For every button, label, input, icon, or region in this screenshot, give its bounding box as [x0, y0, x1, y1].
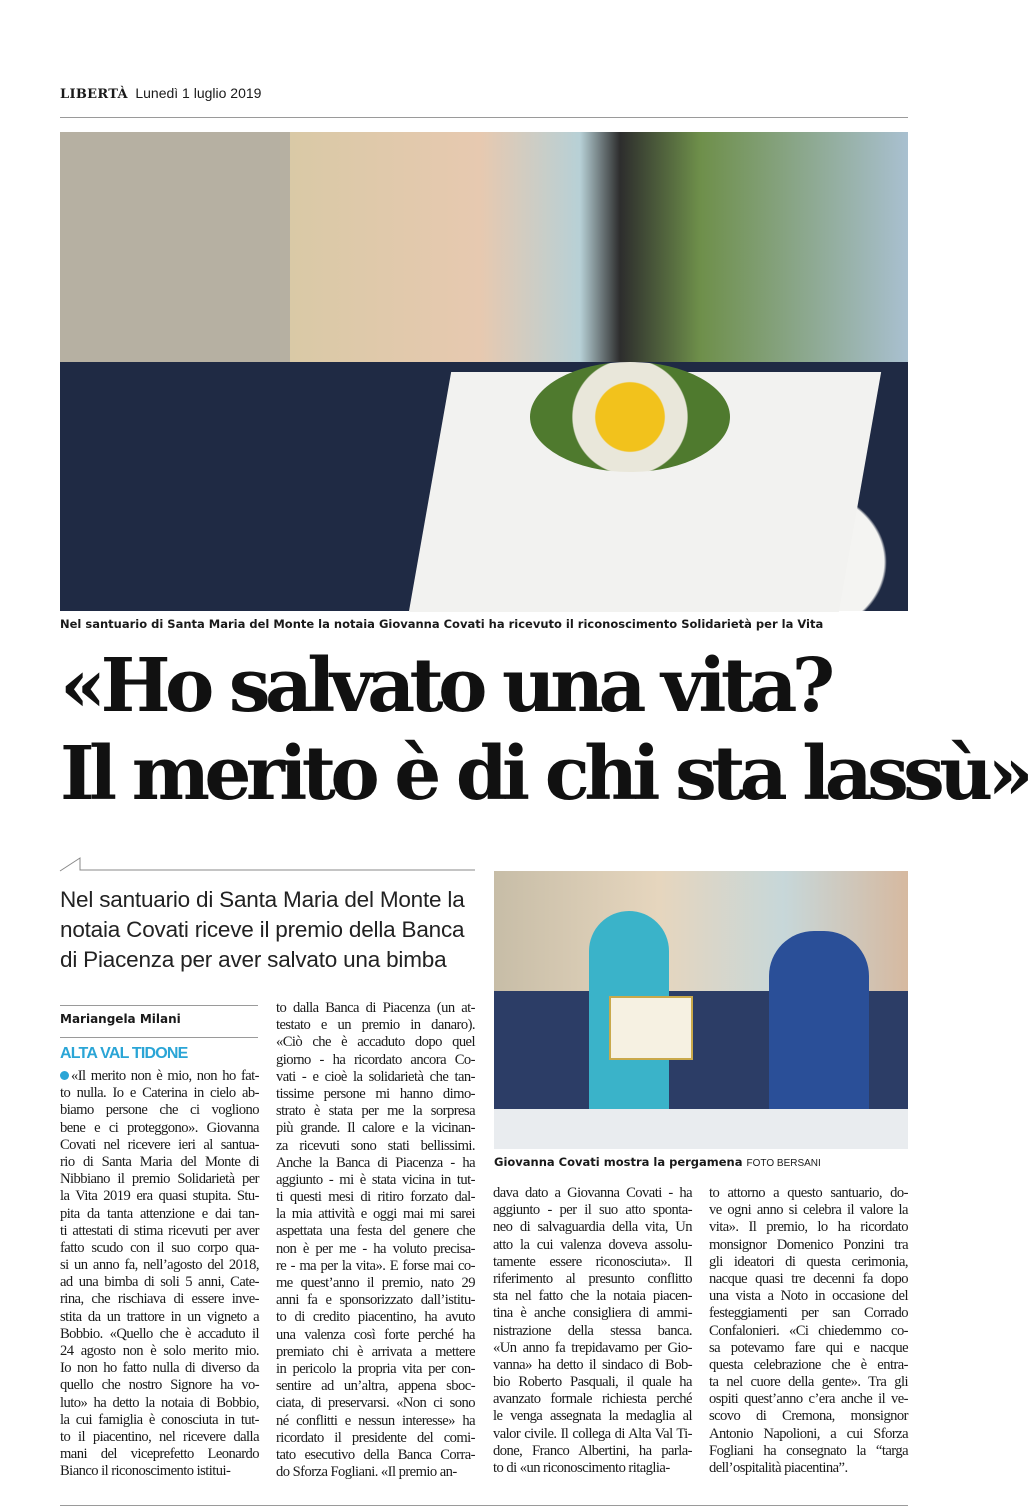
article-text-line: scovo di Cremona, monsignor [709, 1408, 908, 1425]
article-text-line: nistrazione della stessa banca. [493, 1322, 692, 1339]
article-text-line: ad una bimba di soli 5 anni, Cate- [60, 1274, 259, 1291]
article-text-line: tamente essere riconosciuta». Il [493, 1253, 692, 1270]
article-text-line: riferimento al presunto conflitto [493, 1270, 692, 1287]
article-text-line: festeggiamenti per san Corrado [709, 1305, 908, 1322]
article-text-line: si un anno fa, nell’agosto del 2018, [60, 1257, 259, 1274]
article-text-line: za ricevuti sono stati bellissimi. [276, 1137, 475, 1154]
article-text-line: ciata, di preservarsi. «Non ci sono [276, 1395, 475, 1412]
table-cloth [494, 1109, 908, 1149]
article-text-line: nacque quasi tre decenni fa dopo [709, 1270, 908, 1287]
article-text-line: in pericolo la propria vita per con- [276, 1360, 475, 1377]
article-text-line: quello che nostro Signore ha vo- [60, 1377, 259, 1394]
section-divider [60, 856, 480, 872]
byline: Mariangela Milani [60, 1012, 181, 1026]
article-text-line: bene e ci proteggono». Giovanna [60, 1119, 259, 1136]
flower-arrangement [530, 362, 730, 472]
article-text-line: ricordato il presidente del comi- [276, 1429, 475, 1446]
article-text-line: dava dato a Giovanna Covati - ha [493, 1185, 692, 1201]
article-text-line: rina, che rischiava di essere inve- [60, 1291, 259, 1308]
article-text-line: giorno - ha ricordato ancora Co- [276, 1051, 475, 1068]
article-text-line: ti questi mesi di ritiro forzato dal- [276, 1189, 475, 1206]
article-text-line: re - ma per la vita». E forse mai co- [276, 1257, 475, 1274]
article-text-line: neo di salvaguardia della vita, Un [493, 1219, 692, 1236]
bullet-dot-icon [60, 1071, 69, 1080]
article-text-line: me quest’anno il premio, nato 29 [276, 1275, 475, 1291]
article-text-line: «Il merito non è mio, non ho fat- [60, 1068, 259, 1085]
article-text-line: pita da tanta attenzione e dai tan- [60, 1205, 259, 1222]
article-column-3 [493, 1185, 692, 1477]
article-text-line: Io non ho fatto nulla di diverso da [60, 1360, 259, 1377]
article-text-line: non è per me - ha voluto precisa- [276, 1240, 475, 1257]
article-text-line: to nulla. Io e Caterina in cielo ab- [60, 1085, 259, 1102]
article-text-line: to attorno a questo santuario, do- [709, 1185, 908, 1201]
article-text-line: né conflitti e nessun interesse» ha [276, 1412, 475, 1429]
article-text-line: dell’ospitalità piacentina”. [709, 1460, 848, 1476]
article-text-line: 24 agosto non è solo merito mio. [60, 1343, 259, 1359]
article-text-line: fatto scudo con il suo corpo qua- [60, 1239, 259, 1256]
article-text-line: testato e un premio in danaro). [276, 1017, 475, 1034]
issue-date: Lunedì 1 luglio 2019 [135, 85, 262, 101]
page-header [60, 85, 261, 103]
article-text-line: Bobbio. «Quello che è accaduto il [60, 1325, 259, 1342]
article-text-line: tato esecutivo della Banca Corra- [276, 1446, 475, 1463]
article-text-line: «Un anno fa trepidavamo per Gio- [493, 1339, 692, 1356]
article-text-line: vita». Il premio, lo ha ricordato [709, 1219, 908, 1236]
headline-line-2: Il merito è di chi sta lassù» [60, 731, 1028, 817]
article-text-line: aggiunto - per il suo atto sponta- [493, 1202, 692, 1219]
article-text-line: stita da un trattore in un vigneto a [60, 1308, 259, 1325]
parchment-certificate [609, 996, 693, 1060]
person-man [769, 931, 869, 1111]
caption-text: Giovanna Covati mostra la pergamena [494, 1155, 743, 1169]
article-text-line: gli ideatori di questa cerimonia, [709, 1253, 908, 1270]
article-column-2 [276, 1000, 475, 1481]
article-text-line: Fogliani ha consegnato la “targa [709, 1442, 908, 1459]
article-text-line: sta nel fatto che la notaia piacen- [493, 1288, 692, 1305]
headline [60, 642, 1028, 818]
article-text-line: una valenza così forte perché ha [276, 1326, 475, 1343]
article-text-line: la cui famiglia è conosciuta in tut- [60, 1411, 259, 1428]
article-text-line: Anche la Banca di Piacenza - ha [276, 1154, 475, 1171]
second-photo [494, 871, 908, 1149]
kicker: ALTA VAL TIDONE [60, 1045, 188, 1062]
article-text-line: ve ogni anno si celebra il valore la [709, 1202, 908, 1219]
article-text-line: mani del viceprefetto Leonardo [60, 1446, 259, 1463]
article-text-line: do Sforza Fogliani. «Il premio an- [276, 1464, 457, 1481]
article-text-line: la mia attività e oggi mai mi sarei [276, 1206, 475, 1223]
article-text-line: to di «un riconoscimento ritaglia- [493, 1460, 670, 1476]
article-text-line: bio Roberto Pasquali, il quale ha [493, 1374, 692, 1391]
article-text-line: Covati nel ricevere ieri al santua- [60, 1136, 259, 1153]
main-photo [60, 132, 908, 611]
article-text-line: to di credito piacentino, ha avuto [276, 1309, 475, 1326]
article-text-line: ospiti quest’anno c’era anche il ve- [709, 1391, 908, 1408]
article-text-line: anni fa e sponsorizzato dall’istitu- [276, 1292, 475, 1309]
article-text-line: vati - e cioè la solidarietà che tan- [276, 1068, 475, 1085]
article-text-line: una vista a Noto in occasione del [709, 1288, 908, 1305]
article-text-line: sentire ad un’altra, appena sboc- [276, 1378, 475, 1395]
main-photo-caption: Nel santuario di Santa Maria del Monte la notaia Giovanna Covati ha ricevuto il riconoscimento Solidarietà per la Vita [60, 617, 824, 631]
article-text-line: Bianco il riconoscimento istitui- [60, 1463, 231, 1480]
article-text-line: le venga assegnata la medaglia al [493, 1408, 692, 1425]
article-column-1 [60, 1068, 259, 1481]
article-text-line: Confalonieri. «Ci chiedemmo co- [709, 1322, 908, 1339]
article-text-line: tissime persone mi hanno dimo- [276, 1085, 475, 1102]
article-text-line: done, Franco Albertini, ha parla- [493, 1442, 692, 1459]
article-text-line: valor civile. Il collega di Alta Val Ti- [493, 1425, 692, 1442]
article-text-line: Antonio Napolioni, a cui Sforza [709, 1425, 908, 1442]
article-text-line: luto» ha detto la notaia di Bobbio, [60, 1394, 259, 1411]
byline-rule-bottom [60, 1037, 258, 1038]
header-rule [60, 117, 908, 118]
article-text-line: ta nel cuore della gente». Tra gli [709, 1374, 908, 1391]
article-text-line: to il piacentino, nel ricevere dalla [60, 1428, 259, 1445]
article-text-line: sa potevamo fare qui e nacque [709, 1339, 908, 1356]
article-text-line: atto la cui valenza doveva assolu- [493, 1236, 692, 1253]
byline-rule-top [60, 1005, 258, 1006]
article-text-line: Nibbiano il premio Solidarietà per [60, 1171, 259, 1188]
headline-line-1: «Ho salvato una vita? [60, 643, 830, 729]
masthead: LIBERTÀ [60, 87, 128, 102]
article-text-line: «Ciò che è accaduto dopo quel [276, 1034, 475, 1051]
article-column-4 [709, 1185, 908, 1477]
second-photo-caption [494, 1155, 821, 1169]
article-text-line: aggiunto - mi è stata vicina in tut- [276, 1171, 475, 1188]
article-text-line: più grande. Il calore e la vicinan- [276, 1120, 475, 1137]
article-text-line: vanna» ha detto il sindaco di Bob- [493, 1356, 692, 1373]
article-text-line: to dalla Banca di Piacenza (un at- [276, 1000, 475, 1016]
article-text-line: aspettata una festa del genere che [276, 1223, 475, 1240]
article-text-line: rio di Santa Maria del Monte di [60, 1153, 259, 1170]
article-text-line: avanzato formale richiesta perché [493, 1391, 692, 1408]
article-text-line: la Vita 2019 era quasi stupita. Stu- [60, 1188, 259, 1205]
article-text-line: questa celebrazione che è entra- [709, 1356, 908, 1373]
article-text-line: tina è anche consigliera di ammi- [493, 1305, 692, 1322]
footer-rule [60, 1505, 908, 1506]
article-text-line: biamo persone che ci vogliono [60, 1102, 259, 1119]
article-text-line: strato è stata per me la sorpresa [276, 1103, 475, 1120]
article-text-line: ti attestati di stima ricevuti per aver [60, 1222, 259, 1239]
photo-credit: FOTO BERSANI [746, 1158, 821, 1169]
article-text-line: premiato chi è arrivata a mettere [276, 1343, 475, 1360]
subheadline: Nel santuario di Santa Maria del Monte la notaia Covati riceve il premio della Banca di Piacenza per aver salvato una bimba [60, 887, 465, 972]
article-text-line: monsignor Domenico Ponzini tra [709, 1236, 908, 1253]
